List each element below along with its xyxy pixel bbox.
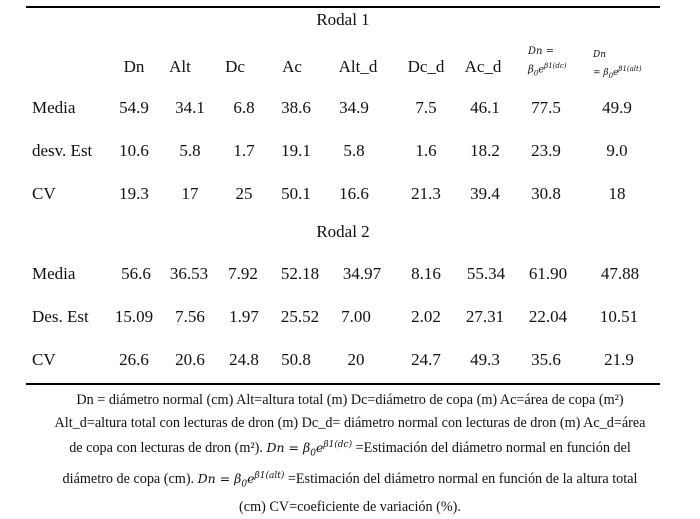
table-row [0,264,700,288]
column-header-dn-from-alt: Dn = $\beta_0e^{\beta 1(alt)}$ [593,50,642,80]
cell: 20.6 [175,350,205,369]
cell: 25.52 [280,307,320,326]
cell: 30.8 [531,184,561,203]
formula-dn-dc: $Dn = \beta_0e^{\beta 1(dc)}$ [266,440,353,459]
section-title-rodal-1: Rodal 1 [316,10,370,29]
table-caption [10,389,690,519]
cell: 1.6 [415,141,437,160]
caption-line: Alt_d=altura total con lecturas de dron (m) Dc_d= diámetro normal con lecturas de dron (m) Ac_d=área [54,414,646,431]
cell: 38.6 [281,98,311,117]
row-label: Media [32,98,76,117]
cell: 5.8 [343,141,365,160]
cell: 24.8 [229,350,259,369]
cell: 21.9 [604,350,634,369]
cell: 39.4 [470,184,500,203]
cell: 36.53 [169,264,209,283]
cell: 34.1 [175,98,205,117]
cell: 1.7 [233,141,255,160]
cell: 50.1 [281,184,311,203]
table-row [0,141,700,165]
row-label: desv. Est [32,141,93,160]
column-header-dn: Dn [123,57,145,76]
cell: 26.6 [119,350,149,369]
bottom-rule [26,383,660,385]
cell: 35.6 [531,350,561,369]
caption-line: de copa con lecturas de dron (m²). $Dn = \beta_0e^{\beta 1(dc)}$ =Estimación del diámetro normal en función del [69,440,631,459]
table-row [0,307,700,331]
cell: 15.09 [114,307,154,326]
cell: 19.3 [119,184,149,203]
cell: 52.18 [280,264,320,283]
cell: 50.8 [281,350,311,369]
caption-line: diámetro de copa (cm). $Dn = \beta_0e^{\beta 1(alt)}$ =Estimación del diámetro normal en función de la altura total [62,471,638,490]
cell: 10.6 [119,141,149,160]
cell: 23.9 [531,141,561,160]
cell: 25 [235,184,253,203]
row-label: CV [32,350,56,369]
column-header-alt: Alt [169,57,191,76]
cell: 20 [347,350,365,369]
table-row [0,350,700,374]
column-header-ac-d: Ac_d [464,57,502,76]
cell: 2.02 [411,307,441,326]
cell: 16.6 [339,184,369,203]
table-row [0,98,700,122]
cell: 19.1 [281,141,311,160]
cell: 18.2 [470,141,500,160]
column-header-ac: Ac [282,57,302,76]
row-label: Des. Est [32,307,89,326]
cell: 1.97 [229,307,259,326]
cell: 8.16 [411,264,441,283]
cell: 55.34 [466,264,506,283]
cell: 34.9 [339,98,369,117]
cell: 17 [181,184,199,203]
cell: 56.6 [121,264,151,283]
cell: 49.3 [470,350,500,369]
cell: 77.5 [531,98,561,117]
table-row [0,184,700,208]
cell: 5.8 [179,141,201,160]
column-header-dn-from-dc: Dn = $\beta_0e^{\beta 1(dc)}$ [528,46,567,78]
cell: 27.31 [465,307,505,326]
cell: 49.9 [602,98,632,117]
cell: 54.9 [119,98,149,117]
row-label: CV [32,184,56,203]
cell: 24.7 [411,350,441,369]
cell: 7.00 [341,307,371,326]
column-header-alt-d: Alt_d [338,57,378,76]
section-title-rodal-2: Rodal 2 [316,222,370,241]
cell: 7.92 [228,264,258,283]
cell: 47.88 [600,264,640,283]
column-header-dc: Dc [225,57,245,76]
cell: 10.51 [599,307,639,326]
top-rule [26,6,660,8]
column-header-dc-d: Dc_d [407,57,445,76]
cell: 61.90 [528,264,568,283]
row-label: Media [32,264,76,283]
caption-line: Dn = diámetro normal (cm) Alt=altura total (m) Dc=diámetro de copa (m) Ac=área de copa (m²) [76,392,624,408]
cell: 22.04 [528,307,568,326]
cell: 18 [608,184,626,203]
cell: 7.5 [415,98,437,117]
cell: 21.3 [411,184,441,203]
caption-line: (cm) CV=coeficiente de variación (%). [239,499,461,516]
cell: 9.0 [606,141,628,160]
cell: 7.56 [175,307,205,326]
cell: 34.97 [342,264,382,283]
cell: 46.1 [470,98,500,117]
cell: 6.8 [233,98,255,117]
formula-dn-alt: $Dn = \beta_0e^{\beta 1(alt)}$ [197,471,285,490]
